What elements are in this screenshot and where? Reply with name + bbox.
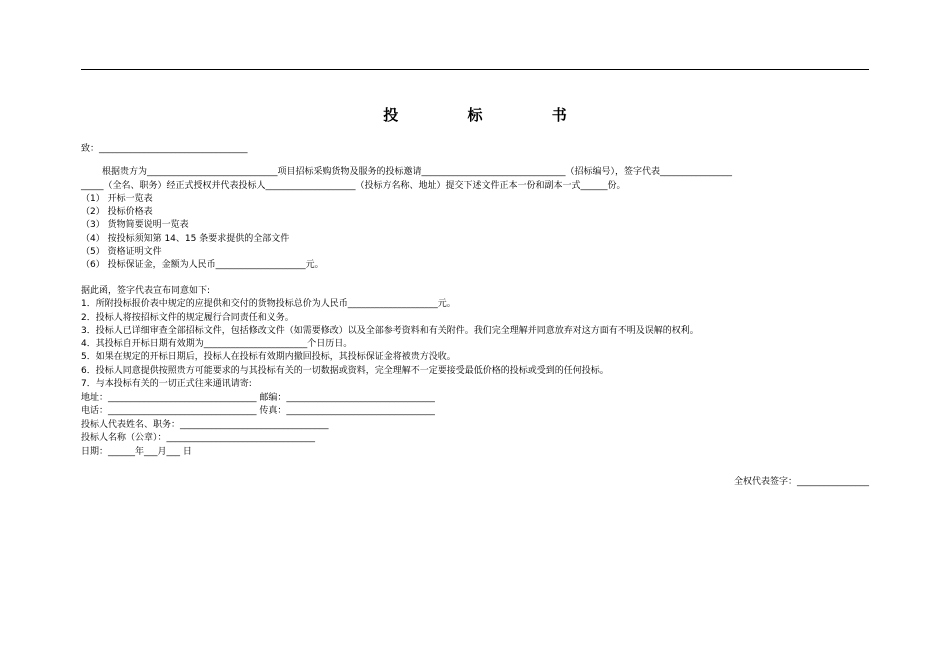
- top-rule: [81, 69, 869, 70]
- bidder-name-line: 投标人名称（公章）：_________________________________: [81, 433, 316, 443]
- date-line: 日期：______年___月___ 日: [81, 447, 192, 457]
- document-list-item: （5） 资格证明文件: [81, 247, 162, 257]
- contact-phone-line: 电话：_________________________________ 传真：_________________________________: [81, 406, 435, 416]
- document-title: 投 标 书: [383, 106, 599, 124]
- declaration-item: 2．投标人将按招标文件的规定履行合同责任和义务。: [81, 313, 294, 323]
- declaration-item: 1．所附投标报价表中规定的应提供和交付的货物投标总价为人民币____________________元。: [81, 299, 456, 309]
- addressee-line: 致：_________________________________: [81, 144, 248, 154]
- declaration-item: 3．投标人已详细审查全部招标文件，包括修改文件（如需要修改）以及全部参考资料和有关附件。我们完全理解并同意放弃对这方面有不明及误解的权利。: [81, 326, 699, 336]
- intro-paragraph-line-1: 根据贵方为_____________________________项目招标采购货物及服务的投标邀请________________________________（招标编号），签字代表________________: [102, 167, 733, 177]
- document-list-item: （4） 按投标须知第 14、15 条要求提供的全部文件: [81, 234, 290, 244]
- document-list-item: （6） 投标保证金，金额为人民币____________________元。: [81, 260, 324, 270]
- representative-line: 投标人代表姓名、职务：_________________________________: [81, 420, 329, 430]
- document-list-item: （1） 开标一览表: [81, 194, 153, 204]
- document-list-item: （2） 投标价格表: [81, 207, 153, 217]
- signature-line: 全权代表签字：________________: [733, 477, 869, 487]
- declaration-item: 7．与本投标有关的一切正式往来通讯请寄:: [81, 379, 252, 389]
- declaration-item: 5．如果在规定的开标日期后，投标人在投标有效期内撤回投标，其投标保证金将被贵方没收。: [81, 352, 456, 362]
- declaration-item: 6．投标人同意提供按照贵方可能要求的与其投标有关的一切数据或资料，完全理解不一定要接受最低价格的投标或受到的任何投标。: [81, 366, 609, 376]
- contact-address-line: 地址：_________________________________ 邮编：_________________________________: [81, 393, 435, 403]
- intro-paragraph-line-2: _____（全名、职务）经正式授权并代表投标人____________________（投标方名称、地址）提交下述文件正本一份和副本一式______份。: [81, 181, 626, 191]
- document-list-item: （3） 货物简要说明一览表: [81, 220, 189, 230]
- declaration-item: 4．其投标自开标日期有效期为_______________________个日历日。: [81, 339, 353, 349]
- declaration-intro: 据此函，签字代表宣布同意如下:: [81, 286, 211, 296]
